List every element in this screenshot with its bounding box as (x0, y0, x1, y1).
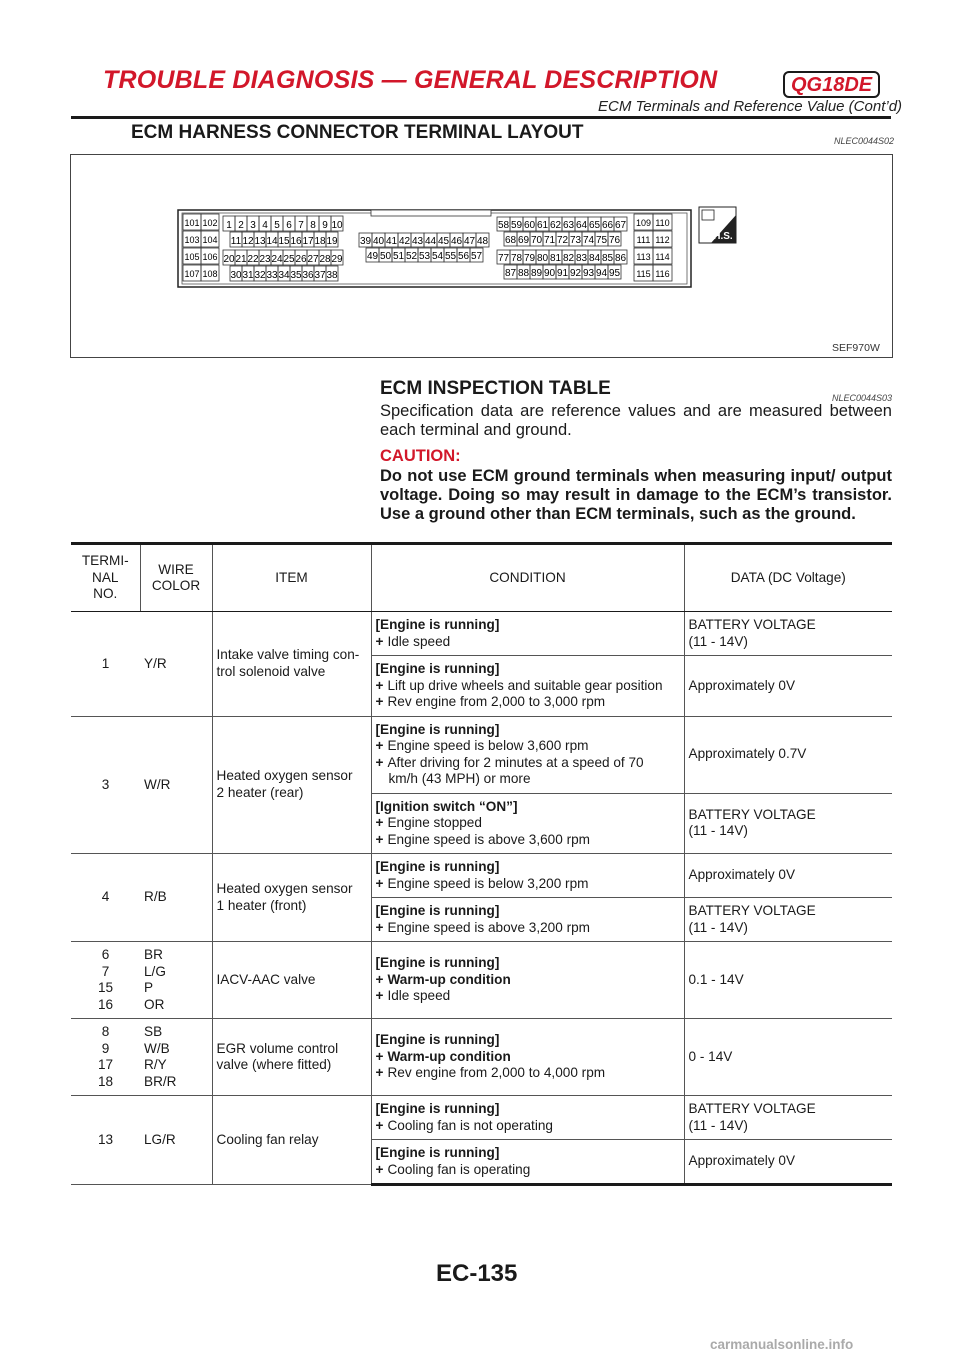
terminal-number: 42 (398, 236, 411, 247)
condition-bullet: + Cooling fan is operating (376, 1162, 680, 1179)
terminal-number: 15 (278, 236, 290, 247)
terminal-number: 9 (322, 220, 328, 231)
cell-item: Cooling fan relay (212, 1096, 371, 1185)
cell-wire-color: SB W/B R/Y BR/R (140, 1019, 212, 1096)
terminal-number: 27 (307, 254, 319, 265)
terminal-number: 8 (310, 220, 316, 231)
figure-caption: SEF970W (832, 342, 880, 354)
terminal-number: 83 (575, 253, 588, 264)
connector-diagram (71, 155, 892, 357)
terminal-number: 30 (230, 270, 242, 281)
terminal-number: 91 (556, 268, 569, 279)
terminal-number: 70 (530, 235, 543, 246)
terminal-number: 113 (636, 252, 651, 262)
terminal-number: 4 (262, 220, 268, 231)
condition-title: [Engine is running] (375, 617, 500, 632)
connector-figure (70, 154, 893, 358)
condition-bullet: + Lift up drive wheels and suitable gear position (376, 678, 680, 695)
terminal-number: 29 (331, 254, 343, 265)
terminal-number: 80 (536, 253, 549, 264)
terminal-number: 44 (424, 236, 437, 247)
watermark: carmanualsonline.info (710, 1337, 854, 1352)
cell-condition (371, 656, 684, 717)
terminal-number: 74 (582, 235, 595, 246)
condition-bullet: + Engine speed is below 3,600 rpm (376, 738, 680, 755)
terminal-number: 81 (549, 253, 562, 264)
terminal-number: 45 (437, 236, 450, 247)
terminal-number: 19 (326, 236, 338, 247)
terminal-number: 5 (274, 220, 280, 231)
table-row (71, 1019, 892, 1096)
terminal-number: 33 (266, 270, 278, 281)
header-rule (71, 116, 891, 119)
terminal-number: 53 (418, 251, 431, 262)
terminal-number: 110 (655, 218, 670, 228)
hs-label: H.S. (713, 231, 733, 242)
terminal-number: 62 (549, 220, 562, 231)
terminal-number: 43 (411, 236, 424, 247)
page-header-subtitle: ECM Terminals and Reference Value (Cont’d) (598, 98, 903, 115)
caution-text: Do not use ECM ground terminals when measuring input/ output voltage. Doing so may result in damage to the ECM’s transistor. Use a ground other than ECM terminals, such as the ground. (380, 467, 892, 523)
cell-wire-color: R/B (140, 854, 212, 942)
terminal-number: 1 (226, 220, 232, 231)
page-number: EC-135 (436, 1260, 518, 1287)
terminal-number: 21 (235, 254, 247, 265)
terminal-number: 60 (523, 220, 536, 231)
terminal-number: 23 (259, 254, 271, 265)
condition-bullet: + Cooling fan is not operating (376, 1118, 680, 1135)
condition-bullet: + Warm-up condition (376, 972, 680, 989)
terminal-number: 76 (608, 235, 621, 246)
model-badge: QG18DE (783, 71, 880, 98)
terminal-number: 90 (543, 268, 556, 279)
terminal-number: 26 (295, 254, 307, 265)
terminal-number: 66 (601, 220, 614, 231)
terminal-number: 38 (326, 270, 338, 281)
terminal-number: 87 (504, 268, 517, 279)
terminal-number: 58 (497, 220, 510, 231)
terminal-number: 86 (614, 253, 627, 264)
condition-bullet: + Rev engine from 2,000 to 3,000 rpm (376, 694, 680, 711)
header-item: ITEM (212, 544, 371, 612)
cell-wire-color: BR L/G P OR (140, 942, 212, 1019)
terminal-number: 12 (242, 236, 254, 247)
condition-bullet: + Engine stopped (376, 815, 680, 832)
terminal-number: 59 (510, 220, 523, 231)
connector-key (371, 210, 491, 216)
condition-title: [Engine is running] (375, 1145, 500, 1160)
terminal-number: 51 (392, 251, 405, 262)
terminal-number: 63 (562, 220, 575, 231)
terminal-number: 20 (223, 254, 235, 265)
terminal-number: 114 (655, 252, 670, 262)
cell-terminal: 4 (71, 854, 140, 942)
terminal-number: 106 (202, 252, 218, 262)
terminal-number: 77 (497, 253, 510, 264)
condition-bullet: + Engine speed is above 3,200 rpm (376, 920, 680, 937)
cell-item: IACV-AAC valve (212, 942, 371, 1019)
cell-item: Heated oxygen sensor 2 heater (rear) (212, 716, 371, 854)
condition-title: [Engine is running] (375, 1101, 500, 1116)
terminal-number: 109 (635, 218, 652, 228)
cell-terminal: 13 (71, 1096, 140, 1185)
terminal-number: 7 (298, 220, 304, 231)
table-row (71, 612, 892, 656)
condition-title: [Engine is running] (375, 903, 500, 918)
terminal-number: 94 (595, 268, 608, 279)
terminal-number: 104 (202, 235, 218, 245)
condition-title: [Engine is running] (375, 661, 500, 676)
condition-title: [Ignition switch “ON”] (375, 798, 518, 814)
terminal-number: 85 (601, 253, 614, 264)
terminal-number: 41 (385, 236, 398, 247)
terminal-number: 39 (359, 236, 372, 247)
terminal-number: 89 (530, 268, 543, 279)
section-code-terminal-layout: NLEC0044S02 (834, 136, 895, 146)
cell-data: Approximately 0V (684, 656, 892, 717)
cell-data: BATTERY VOLTAGE (11 - 14V) (684, 612, 892, 656)
condition-bullet: + Rev engine from 2,000 to 4,000 rpm (376, 1065, 680, 1082)
terminal-number: 101 (184, 218, 200, 228)
terminal-number: 52 (405, 251, 418, 262)
terminal-number: 61 (536, 220, 549, 231)
cell-condition (371, 942, 684, 1019)
terminal-number: 107 (184, 269, 200, 279)
terminal-number: 75 (595, 235, 608, 246)
terminal-number: 64 (575, 220, 588, 231)
condition-bullet: + Warm-up condition (376, 1049, 680, 1066)
cell-data: BATTERY VOLTAGE (11 - 14V) (684, 898, 892, 942)
terminal-number: 65 (588, 220, 601, 231)
terminal-number: 111 (636, 235, 651, 245)
terminal-number: 108 (202, 269, 218, 279)
terminal-number: 13 (254, 236, 266, 247)
terminal-number: 82 (562, 253, 575, 264)
terminal-number: 28 (319, 254, 331, 265)
terminal-number: 105 (184, 252, 200, 262)
cell-data: 0.1 - 14V (684, 942, 892, 1019)
terminal-number: 14 (266, 236, 278, 247)
terminal-number: 48 (476, 236, 489, 247)
cell-wire-color: Y/R (140, 612, 212, 717)
terminal-number: 32 (254, 270, 266, 281)
cell-condition (371, 793, 684, 854)
terminal-number: 55 (444, 251, 457, 262)
table-row (71, 716, 892, 793)
terminal-number: 92 (569, 268, 582, 279)
condition-title: [Engine is running] (375, 859, 500, 874)
cell-data: Approximately 0.7V (684, 716, 892, 793)
terminal-number: 16 (290, 236, 302, 247)
terminal-number: 116 (655, 269, 670, 279)
cell-condition (371, 854, 684, 898)
terminal-number: 102 (202, 218, 218, 228)
terminal-number: 24 (271, 254, 283, 265)
terminal-number: 78 (510, 253, 523, 264)
terminal-number: 22 (247, 254, 259, 265)
terminal-number: 17 (302, 236, 314, 247)
header-wire-color: WIRE COLOR (140, 544, 212, 612)
cell-data: BATTERY VOLTAGE (11 - 14V) (684, 793, 892, 854)
cell-terminal: 8 9 17 18 (71, 1019, 140, 1096)
cell-condition (371, 716, 684, 793)
cell-data: Approximately 0V (684, 1140, 892, 1185)
terminal-number: 37 (314, 270, 326, 281)
terminal-number: 56 (457, 251, 470, 262)
terminal-number: 84 (588, 253, 601, 264)
terminal-number: 69 (517, 235, 530, 246)
terminal-number: 71 (543, 235, 556, 246)
cell-terminal: 3 (71, 716, 140, 854)
terminal-number: 67 (614, 220, 627, 231)
cell-condition (371, 1140, 684, 1185)
terminal-number: 88 (517, 268, 530, 279)
section-code-inspection: NLEC0044S03 (832, 393, 893, 403)
terminal-number: 25 (283, 254, 295, 265)
terminal-number: 46 (450, 236, 463, 247)
condition-title: [Engine is running] (375, 955, 500, 971)
terminal-number: 6 (286, 220, 292, 231)
terminal-number: 31 (242, 270, 254, 281)
terminal-number: 10 (331, 220, 343, 231)
condition-bullet: + Engine speed is above 3,600 rpm (376, 832, 680, 849)
cell-data: BATTERY VOLTAGE (11 - 14V) (684, 1096, 892, 1140)
condition-bullet: + After driving for 2 minutes at a speed of 70 km/h (43 MPH) or more (376, 755, 680, 788)
terminal-number: 11 (230, 236, 242, 247)
header-data: DATA (DC Voltage) (684, 544, 892, 612)
terminal-number: 3 (250, 220, 256, 231)
cell-condition (371, 1096, 684, 1140)
cell-wire-color: LG/R (140, 1096, 212, 1185)
condition-bullet: + Idle speed (376, 988, 680, 1005)
terminal-number: 57 (470, 251, 483, 262)
terminal-number: 35 (290, 270, 302, 281)
table-row (71, 854, 892, 898)
terminal-number: 47 (463, 236, 476, 247)
terminal-number: 34 (278, 270, 290, 281)
section-title-terminal-layout: ECM HARNESS CONNECTOR TERMINAL LAYOUT (131, 122, 584, 143)
spec-text: Specification data are reference values and are measured between each terminal and ground. (380, 402, 892, 439)
condition-bullet: + Idle speed (376, 634, 680, 651)
section-title-inspection: ECM INSPECTION TABLE (380, 378, 611, 399)
cell-item: EGR volume control valve (where fitted) (212, 1019, 371, 1096)
terminal-number: 95 (608, 268, 621, 279)
terminal-number: 40 (372, 236, 385, 247)
cell-data: Approximately 0V (684, 854, 892, 898)
condition-title: [Engine is running] (375, 721, 500, 737)
table-row (71, 942, 892, 1019)
terminal-number: 72 (556, 235, 569, 246)
terminal-number: 73 (569, 235, 582, 246)
cell-condition (371, 612, 684, 656)
terminal-number: 2 (238, 220, 244, 231)
ecm-inspection-table (71, 542, 892, 1186)
cell-terminal: 6 7 15 16 (71, 942, 140, 1019)
terminal-number: 68 (504, 235, 517, 246)
terminal-number: 112 (655, 235, 670, 245)
cell-data: 0 - 14V (684, 1019, 892, 1096)
cell-item: Heated oxygen sensor 1 heater (front) (212, 854, 371, 942)
cell-condition (371, 1019, 684, 1096)
condition-title: [Engine is running] (375, 1032, 500, 1048)
cell-terminal: 1 (71, 612, 140, 717)
header-condition: CONDITION (371, 544, 684, 612)
terminal-number: 93 (582, 268, 595, 279)
terminal-number: 54 (431, 251, 444, 262)
terminal-number: 115 (636, 269, 651, 279)
terminal-number: 79 (523, 253, 536, 264)
terminal-number: 49 (366, 251, 379, 262)
condition-bullet: + Engine speed is below 3,200 rpm (376, 876, 680, 893)
caution-title: CAUTION: (380, 447, 461, 465)
cell-condition (371, 898, 684, 942)
cell-wire-color: W/R (140, 716, 212, 854)
terminal-number: 36 (302, 270, 314, 281)
cell-item: Intake valve timing con- trol solenoid valve (212, 612, 371, 717)
table-header-row (71, 544, 892, 612)
header-terminal: TERMI- NAL NO. (71, 544, 140, 612)
table-row (71, 1096, 892, 1140)
page-header-title: TROUBLE DIAGNOSIS — GENERAL DESCRIPTION (103, 66, 718, 94)
terminal-number: 103 (184, 235, 200, 245)
terminal-number: 18 (314, 236, 326, 247)
terminal-number: 50 (379, 251, 392, 262)
